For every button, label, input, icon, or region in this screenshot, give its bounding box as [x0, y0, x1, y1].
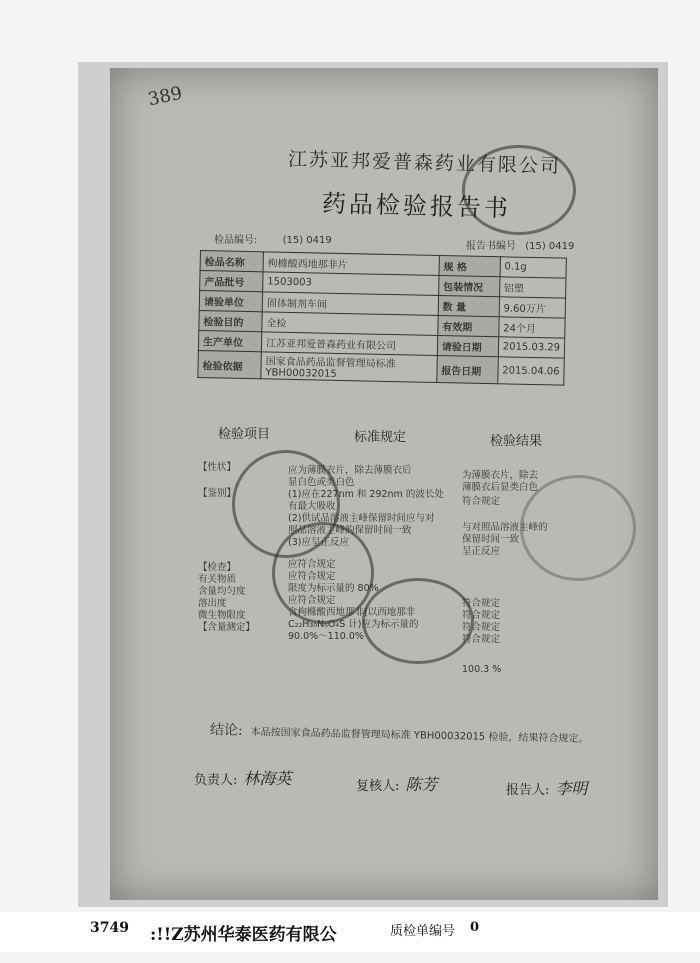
- responsible-signature: 林海英: [243, 769, 292, 788]
- standard-line: 90.0%～110.0%: [288, 631, 364, 642]
- standard-line: 应符合规定: [288, 571, 336, 582]
- info-v2: 9.60万片: [499, 297, 566, 318]
- item-line: 【含量测定】: [198, 622, 256, 633]
- info-k2: 包装情况: [438, 276, 499, 297]
- info-table: [197, 250, 567, 386]
- standard-line: 应为薄膜衣片，除去薄膜衣后: [288, 465, 412, 476]
- reviewer: 复核人: 陈芳: [356, 775, 438, 794]
- info-v1: 固体制剂车间: [262, 292, 438, 316]
- item-line: 【性状】: [198, 462, 237, 473]
- report-no: 检品编号: (15) 0419: [214, 235, 332, 246]
- result-line: 符合规定: [462, 598, 501, 609]
- result-line: 100.3 %: [462, 664, 502, 675]
- info-k1: 生产单位: [198, 330, 261, 351]
- info-k1: 检品名称: [200, 251, 263, 272]
- info-v1: 枸橼酸西地那非片: [263, 252, 439, 276]
- footer-company: :!!Z苏州华泰医药有限公: [150, 925, 337, 945]
- standard-line: 限度为标示量的 80%: [288, 583, 379, 594]
- inspection-seal: [462, 145, 576, 235]
- conclusion: 结论: 本品按国家食品药品监督管理局标准 YBH00032015 检验，结果符合规定。: [209, 722, 589, 745]
- info-v2: 铝塑: [499, 277, 566, 298]
- result-line: 呈正反应: [462, 546, 501, 557]
- result-line: 保留时间一致: [462, 534, 520, 545]
- report-title: 药品检验报告书: [321, 189, 512, 223]
- reviewer-signature: 陈芳: [405, 775, 438, 794]
- info-v2: 24个月: [498, 317, 565, 338]
- reporter-signature: 李明: [555, 779, 588, 798]
- info-k2: 数 量: [438, 296, 499, 317]
- info-k2: 规 格: [439, 256, 500, 277]
- result-line: 符合规定: [462, 622, 501, 633]
- col-result: 检验结果: [490, 434, 543, 449]
- info-k1: 请验单位: [199, 291, 262, 312]
- responsible: 负责人: 林海英: [194, 769, 292, 788]
- info-v2: 0.1g: [500, 257, 567, 278]
- standard-line: (3)应呈正反应: [288, 537, 349, 548]
- info-k2: 报告日期: [437, 355, 499, 383]
- info-k1: 产品批号: [200, 271, 263, 292]
- col-standard: 标准规定: [354, 430, 407, 445]
- item-line: 含量均匀度: [198, 586, 246, 597]
- item-line: 【鉴别】: [198, 488, 237, 499]
- item-line: 【检查】: [198, 562, 237, 573]
- info-v2: 2015.04.06: [497, 357, 564, 385]
- footer-bar: [0, 912, 700, 952]
- footer-form-no: 0: [470, 920, 480, 935]
- standard-line: 应符合规定: [288, 595, 336, 606]
- standard-line: (1)应在227nm 和 292nm 的波长处: [288, 489, 444, 500]
- report-no-right: 报告书编号 (15) 0419: [466, 241, 575, 252]
- standard-line: (2)供试品溶液主峰保留时间应与对: [288, 513, 435, 524]
- info-v1: 1503003: [263, 272, 439, 296]
- info-v2: 2015.03.29: [498, 337, 565, 358]
- standard-line: 应符合规定: [288, 559, 336, 570]
- reporter: 报告人: 李明: [506, 779, 588, 798]
- standard-line: 含枸橼酸西地那非(以西地那非: [288, 607, 416, 618]
- info-v1: 国家食品药品监督管理局标准 YBH00032015: [261, 352, 437, 383]
- result-line: 符合规定: [462, 496, 501, 507]
- standard-line: 有最大吸收: [288, 501, 336, 512]
- footer-form-label: 质检单编号: [390, 924, 456, 939]
- info-k2: 有效期: [437, 315, 498, 336]
- standard-line: 显白色或类白色: [288, 477, 355, 488]
- item-line: 微生物限度: [198, 610, 246, 621]
- info-v1: 全检: [262, 312, 438, 336]
- result-line: 符合规定: [462, 610, 501, 621]
- info-k1: 检验依据: [198, 350, 262, 378]
- footer-number: 3749: [90, 920, 129, 936]
- item-line: 溶出度: [198, 598, 227, 609]
- distributor-seal: [362, 578, 474, 664]
- result-line: 符合规定: [462, 634, 501, 645]
- result-line: 与对照品溶液主峰的: [462, 522, 548, 533]
- faded-seal: [520, 475, 636, 581]
- info-k1: 检验目的: [199, 310, 262, 331]
- result-line: 薄膜衣后显类白色: [462, 482, 539, 493]
- standard-line: 照品溶液主峰的保留时间一致: [288, 525, 412, 536]
- info-k2: 请验日期: [437, 335, 498, 356]
- standard-line: C₂₂H₃₀N₆O₄S 计)应为标示量的: [288, 619, 419, 630]
- result-line: 为薄膜衣片，除去: [462, 470, 539, 481]
- info-v1: 江苏亚邦爱普森药业有限公司: [261, 332, 437, 356]
- col-item: 检验项目: [218, 427, 271, 442]
- company-seal: [272, 522, 374, 624]
- item-line: 有关物质: [198, 574, 237, 585]
- company-name: 江苏亚邦爱普森药业有限公司: [287, 148, 562, 178]
- handwritten-number: 389: [146, 82, 185, 111]
